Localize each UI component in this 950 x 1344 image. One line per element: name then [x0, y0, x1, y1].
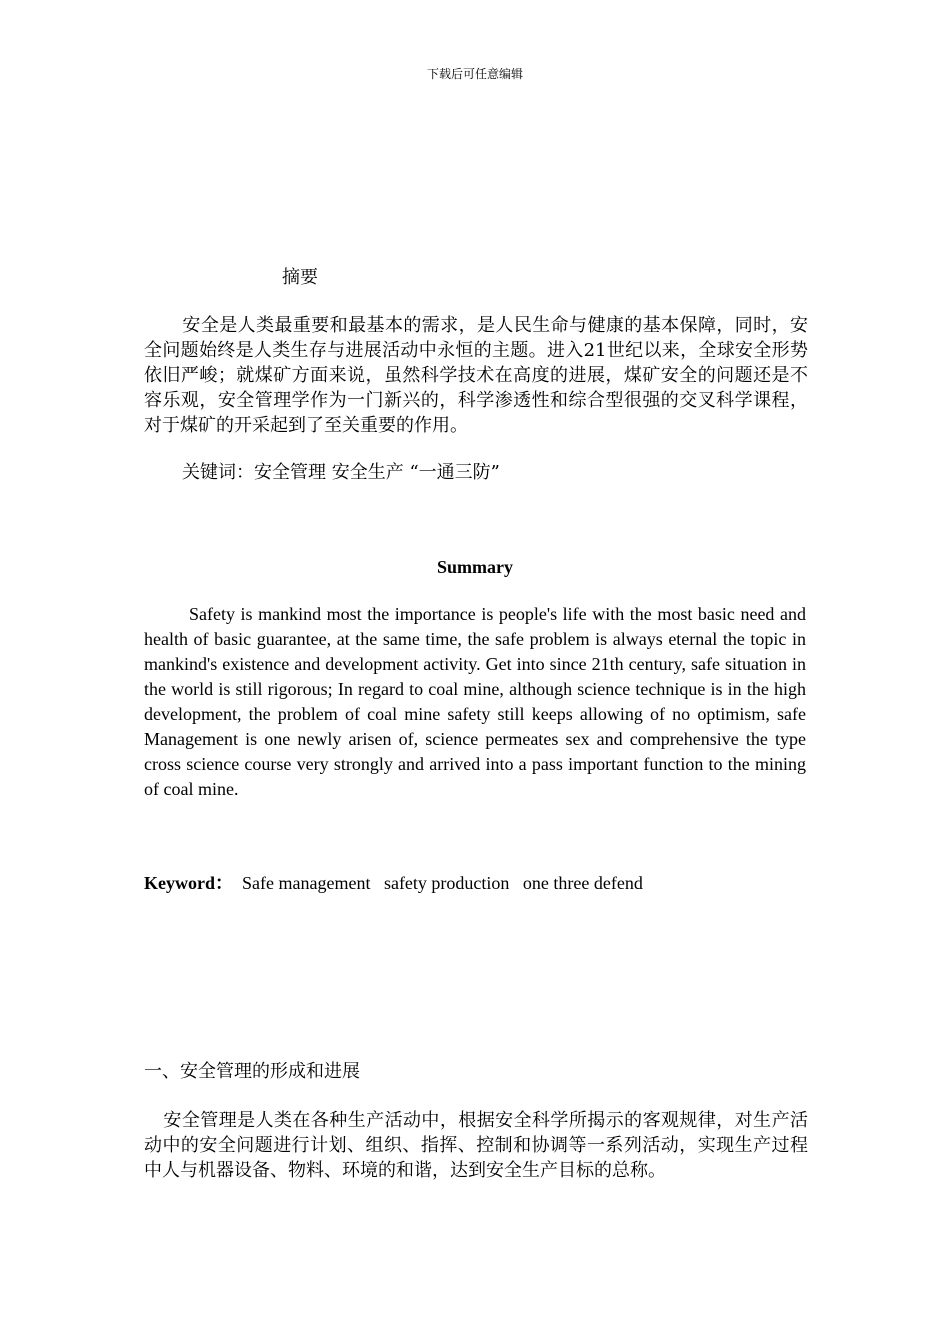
abstract-en-title: Summary [437, 557, 513, 577]
abstract-zh-paragraph-text: 安全是人类最重要和最基本的需求，是人民生命与健康的基本保障，同时，安全问题始终是人类生存与进展活动中永恒的主题。进入21世纪以来，全球安全形势依旧严峻；就煤矿方面来说，虽然科学技术在高度的进展，煤矿安全的问题还是不容乐观，安全管理学作为一门新兴的，科学渗透性和综合型很强的交叉科学课程，对于煤矿的开采起到了至关重要的作用。 [144, 315, 808, 436]
abstract-zh-title: 摘要 [282, 267, 318, 288]
abstract-en-paragraph [144, 602, 806, 802]
abstract-en-keywords-text: Safe management safety production one three defend [233, 873, 643, 893]
section-heading: 一、安全管理的形成和进展 [144, 1061, 360, 1082]
section-paragraph-text: 安全管理是人类在各种生产活动中，根据安全科学所揭示的客观规律，对生产活动中的安全问题进行计划、组织、指挥、控制和协调等一系列活动，实现生产过程中人与机器设备、物料、环境的和谐，达到安全生产目标的总称。 [144, 1110, 808, 1181]
abstract-zh-keywords: 关键词：安全管理 安全生产 “一通三防” [182, 462, 500, 483]
section-paragraph [144, 1108, 808, 1183]
abstract-en-keywords-label: Keyword： [144, 873, 233, 893]
abstract-en-keywords [144, 872, 808, 894]
abstract-zh-paragraph [144, 313, 808, 438]
abstract-en-paragraph-text: Safety is mankind most the importance is people's life with the most basic need and health of basic guarantee, at the same time, the safe problem is always eternal the topic in mankind's existence and development activity. Get into since 21th century, safe situation in the world is still rigorous; In regard to coal mine, although science technique is in the high development, the problem of coal mine safety still keeps allowing of no optimism, safe Management is one newly arisen of, science permeates sex and comprehensive the type cross science course very strongly and arrived into a pass important function to the mining of coal mine. [144, 604, 806, 799]
page-header-note: 下载后可任意编辑 [426, 67, 523, 81]
